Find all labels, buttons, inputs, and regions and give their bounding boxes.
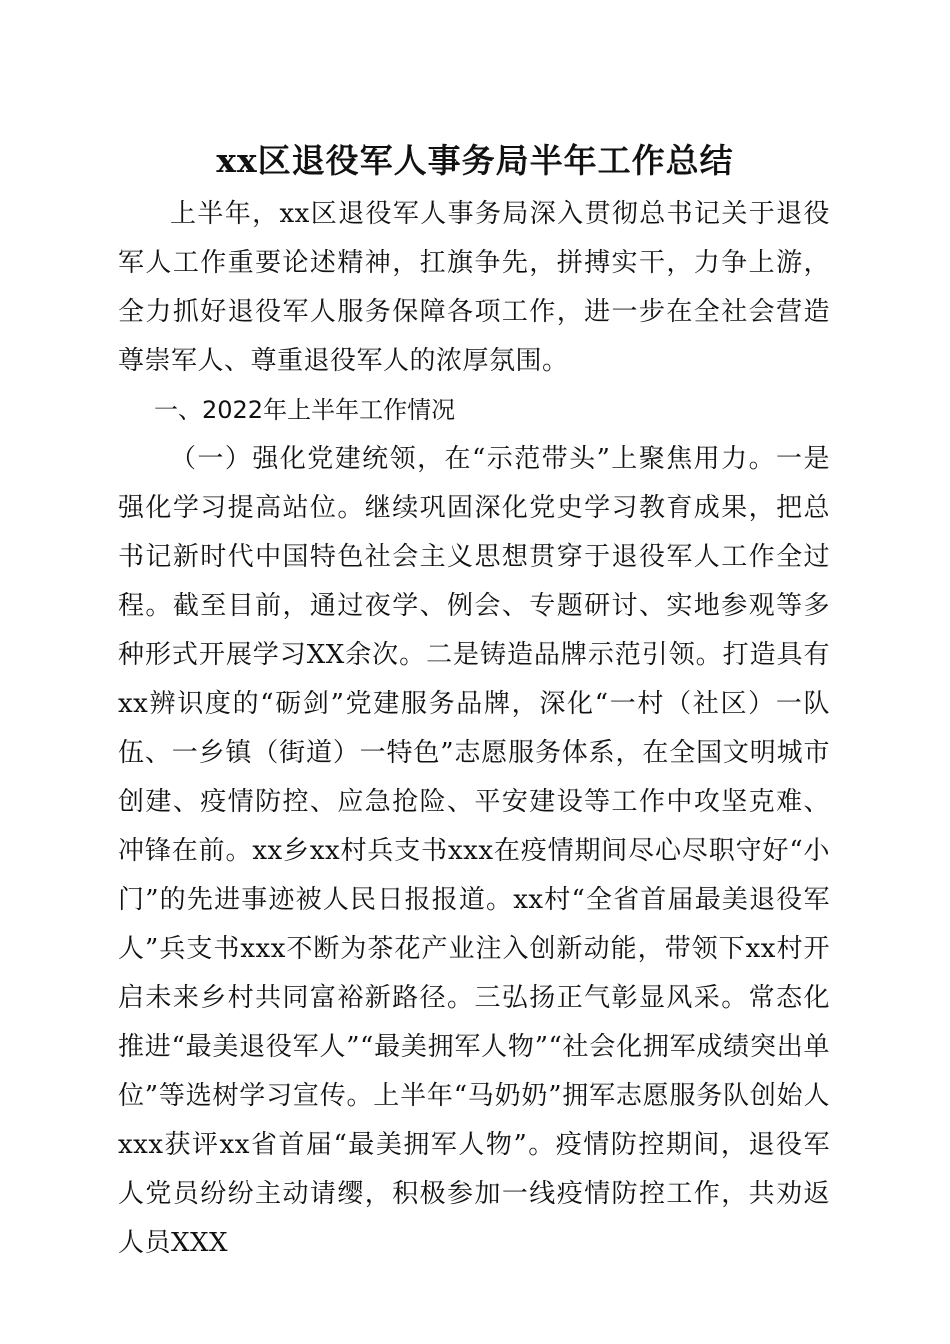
section-1-paragraph: （一）强化党建统领，在“示范带头”上聚焦用力。一是强化学习提高站位。继续巩固深化党史学习教育成果，把总书记新时代中国特色社会主义思想贯穿于退役军人工作全过程。截至目前，通过夜学、例会、专题研讨、实地参观等多种形式开展学习XX余次。二是铸造品牌示范引领。打造具有xx辨识度的“砺剑”党建服务品牌，深化“一村（社区）一队伍、一乡镇（街道）一特色”志愿服务体系，在全国文明城市创建、疫情防控、应急抢险、平安建设等工作中攻坚克难、冲锋在前。xx乡xx村兵支书xxx在疫情期间尽心尽职守好“小门”的先进事迹被人民日报报道。xx村“全省首届最美退役军人”兵支书xxx不断为茶花产业注入创新动能，带领下xx村开启未来乡村共同富裕新路径。三弘扬正气彰显风采。常态化推进“最美退役军人”“最美拥军人物”“社会化拥军成绩突出单位”等选树学习宣传。上半年“马奶奶”拥军志愿服务队创始人xxx获评xx省首届“最美拥军人物”。疫情防控期间，退役军人党员纷纷主动请缨，积极参加一线疫情防控工作，共劝返人员XXX <box>118 444 830 1258</box>
document-title: xx区退役军人事务局半年工作总结 <box>216 141 734 180</box>
document-body <box>118 190 830 1268</box>
section-heading-1: 一、2022年上半年工作情况 <box>154 396 456 424</box>
intro-paragraph: 上半年，xx区退役军人事务局深入贯彻总书记关于退役军人工作重要论述精神，扛旗争先，拼搏实干，力争上游，全力抓好退役军人服务保障各项工作，进一步在全社会营造尊崇军人、尊重退役军人的浓厚氛围。 <box>118 199 830 376</box>
